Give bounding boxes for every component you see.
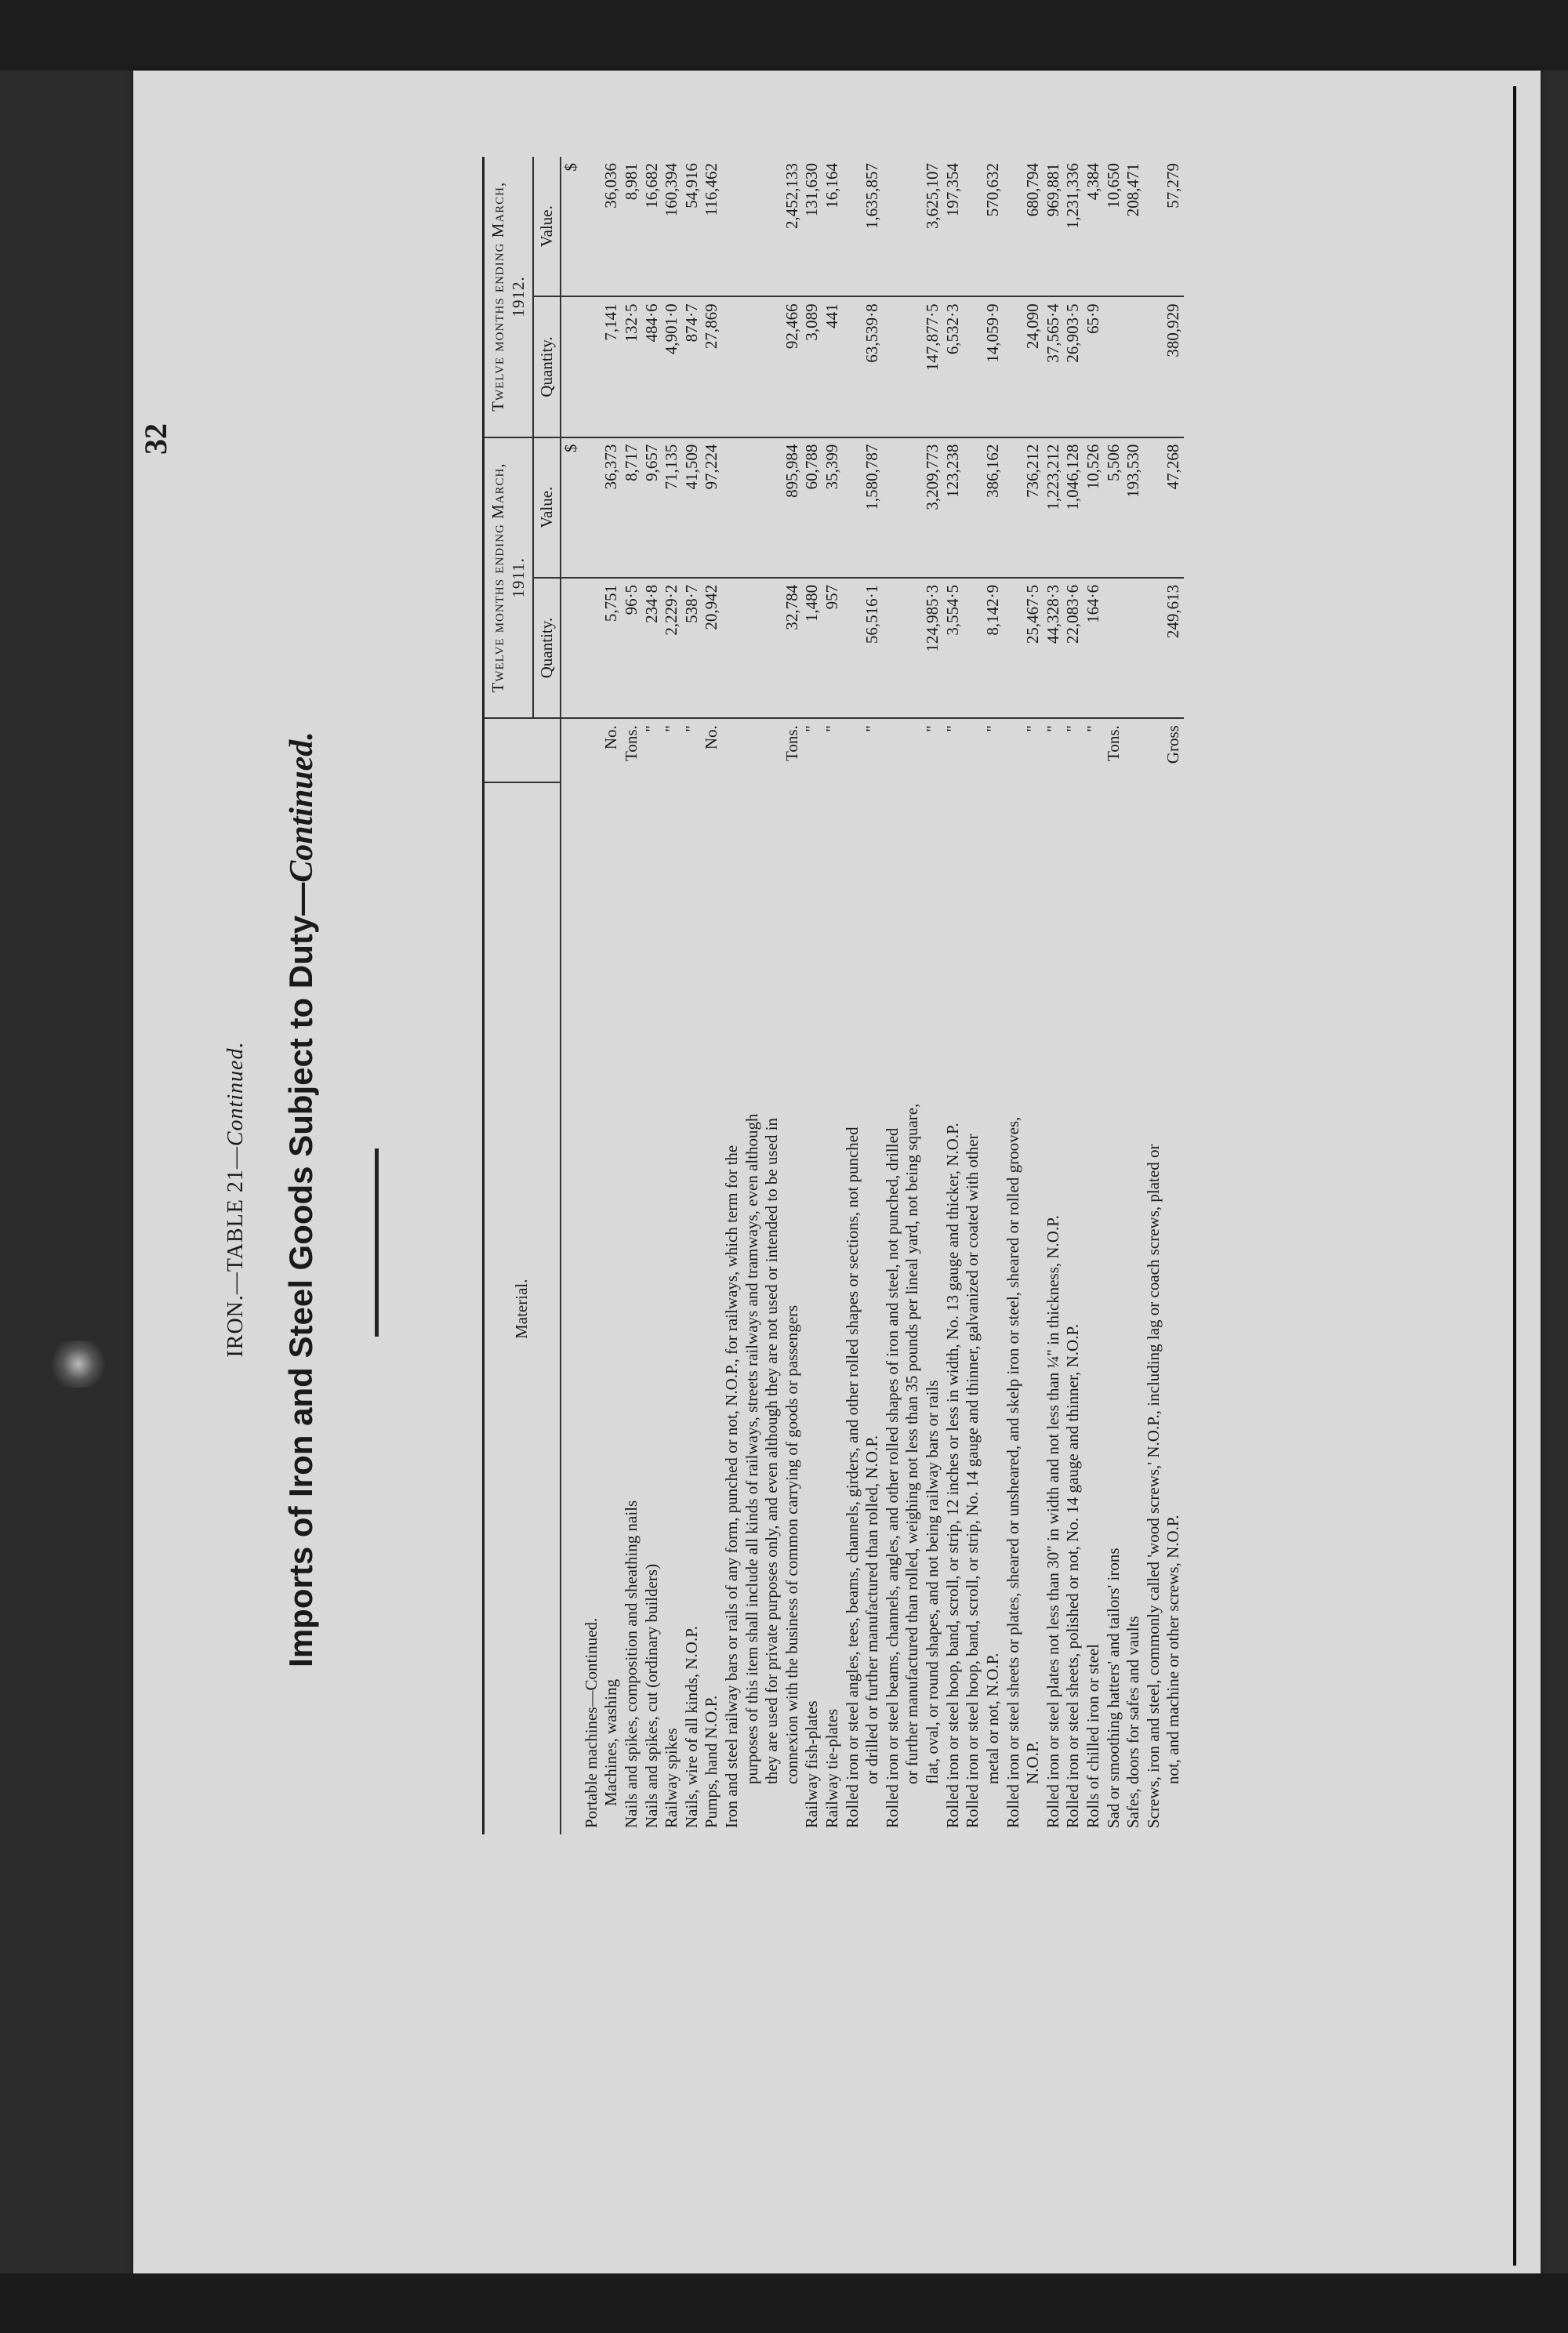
header-row-periods xyxy=(484,157,533,1834)
value-1911-cell: 5,506 xyxy=(1103,444,1123,481)
material-cell: purposes of this item shall include all kinds of railways, streets railways and tramways, even although xyxy=(742,1113,761,1784)
quantity-1911-cell: 20,942 xyxy=(702,584,721,630)
value-1912-cell: 969,881 xyxy=(1043,163,1062,217)
unit-cell: " xyxy=(942,725,962,732)
unit-cell: No. xyxy=(601,725,621,750)
scan-backdrop-top xyxy=(0,0,1568,71)
quantity-1912-cell: 380,929 xyxy=(1163,303,1183,357)
unit-header xyxy=(484,718,561,782)
quantity-1911-cell: 124,985·3 xyxy=(923,584,942,652)
material-cell: they are used for private purposes only, and even although they are not used or intended to be used in xyxy=(762,1117,782,1784)
value-1912-cell: 16,164 xyxy=(822,163,842,209)
material-cell: not, and machine or other screws, N.O.P. xyxy=(1163,1515,1183,1784)
unit-cell: " xyxy=(923,725,942,732)
material-cell: metal or not, N.O.P. xyxy=(982,1653,1002,1784)
unit-cell: " xyxy=(862,725,882,732)
value-1912-cell: 10,650 xyxy=(1103,163,1123,209)
table-row xyxy=(742,157,763,1834)
quantity-1911-cell: 538·7 xyxy=(681,584,701,623)
material-cell: Railway tie-plates xyxy=(822,1708,842,1828)
quantity-1911-cell: 32,784 xyxy=(782,584,801,630)
material-header: Material. xyxy=(484,782,561,1834)
value-1912-cell: 8,981 xyxy=(621,163,641,201)
value-1912-cell: 2,452,133 xyxy=(782,163,801,229)
value-1912-cell: 4,384 xyxy=(1083,163,1102,201)
quantity-1912-cell: 4,901·0 xyxy=(662,303,681,355)
material-cell: Rolled iron or steel angles, tees, beams, channels, girders, and other rolled shapes or sections, not punched xyxy=(842,1127,862,1828)
value-1912-cell: 197,354 xyxy=(942,163,962,217)
material-cell: Portable machines—Continued. xyxy=(581,1617,601,1828)
material-cell: connexion with the business of common carrying of goods or passengers xyxy=(782,1304,801,1784)
material-cell: N.O.P. xyxy=(1023,1740,1043,1784)
table-row xyxy=(943,157,964,1834)
value-1911-cell: 97,224 xyxy=(702,444,721,490)
currency-1912: $ xyxy=(561,157,582,296)
quantity-1911-cell: 164·6 xyxy=(1083,584,1102,623)
currency-1911: $ xyxy=(561,437,582,578)
page-number: 32 xyxy=(138,423,173,455)
quantity-1912-cell: 7,141 xyxy=(601,303,621,341)
value-1911-cell: 1,580,787 xyxy=(862,444,882,510)
quantity-1912-cell: 132·5 xyxy=(621,303,641,343)
value-1912-cell: 131,630 xyxy=(802,163,822,217)
table-row xyxy=(983,157,1004,1834)
material-cell: Rolled iron or steel plates not less than 30" in width and not less than ¼" in thickness, N.O.P. xyxy=(1043,1215,1062,1828)
table-row xyxy=(722,157,742,1834)
table-row xyxy=(1044,157,1064,1834)
value-1911-header: Value. xyxy=(533,437,561,578)
quantity-1912-cell: 26,903·5 xyxy=(1063,303,1083,363)
quantity-1912-cell: 24,090 xyxy=(1023,303,1043,350)
value-1912-cell: 3,625,107 xyxy=(923,163,942,229)
value-1911-cell: 3,209,773 xyxy=(923,444,942,510)
title-rule xyxy=(375,1148,379,1337)
quantity-1912-cell: 14,059·9 xyxy=(982,303,1002,363)
unit-cell: " xyxy=(1063,725,1083,732)
value-1911-cell: 9,657 xyxy=(641,444,661,481)
value-1911-cell: 8,717 xyxy=(621,444,641,481)
material-cell: Rolled iron or steel beams, channels, angles, and other rolled shapes of iron and steel, not punched, drilled xyxy=(882,1127,902,1828)
scan-backdrop-bottom xyxy=(0,2273,1568,2333)
title-continued: Continued. xyxy=(284,731,320,883)
table-row xyxy=(682,157,702,1834)
value-1911-cell: 123,238 xyxy=(942,444,962,498)
value-1911-cell: 736,212 xyxy=(1023,444,1043,498)
material-cell: Rolled iron or steel sheets or plates, sheared or unsheared, and skelp iron or steel, sheared or rolled grooves, xyxy=(1003,1116,1022,1828)
value-1911-cell: 386,162 xyxy=(982,444,1002,498)
material-cell: Sad or smoothing hatters' and tailors' irons xyxy=(1103,1547,1123,1828)
quantity-1911-cell: 5,751 xyxy=(601,584,621,622)
period-1911-header: Twelve months ending March, 1911. xyxy=(484,437,533,719)
quantity-1911-header: Quantity. xyxy=(533,578,561,718)
value-1912-cell: 680,794 xyxy=(1023,163,1043,217)
value-1911-cell: 193,530 xyxy=(1123,444,1143,498)
material-cell: or further manufactured than rolled, weighing not less than 35 pounds per lineal yard, not being square, xyxy=(902,1103,922,1784)
material-cell: Pumps, hand N.O.P. xyxy=(702,1695,721,1828)
caption-main: IRON.—TABLE 21— xyxy=(223,1146,248,1358)
quantity-1911-cell: 3,554·5 xyxy=(942,584,962,636)
quantity-1912-cell: 27,869 xyxy=(702,303,721,350)
material-cell: Nails, wire of all kinds, N.O.P. xyxy=(681,1626,701,1828)
unit-cell: No. xyxy=(702,725,721,750)
table-row xyxy=(1023,157,1044,1834)
table-row xyxy=(843,157,863,1834)
scan-blemish xyxy=(47,1341,110,1388)
table-row xyxy=(1004,157,1024,1834)
quantity-1911-cell: 234·8 xyxy=(641,584,661,623)
quantity-1911-cell: 96·5 xyxy=(621,584,641,615)
value-1912-cell: 1,635,857 xyxy=(862,163,882,229)
table-row xyxy=(802,157,822,1834)
unit-cell: " xyxy=(662,725,681,732)
unit-cell: " xyxy=(1043,725,1062,732)
value-1912-cell: 160,394 xyxy=(662,163,681,217)
quantity-1911-cell: 2,229·2 xyxy=(662,584,681,636)
material-cell: Rolled iron or steel hoop, band, scroll, or strip, No. 14 gauge and thinner, galvanized or coated with other xyxy=(963,1134,982,1828)
unit-cell: " xyxy=(681,725,701,732)
table-row xyxy=(862,157,883,1834)
table-row xyxy=(1144,157,1164,1834)
quantity-1912-cell: 874·7 xyxy=(681,303,701,343)
material-cell: Rolled iron or steel hoop, band, scroll, or strip, 12 inches or less in width, No. 13 gauge and thicker, N.O.P. xyxy=(942,1123,962,1828)
table-row xyxy=(963,157,983,1834)
material-cell: Screws, iron and steel, commonly called 'wood screws,' N.O.P., including lag or coach screws, plated or xyxy=(1143,1144,1163,1828)
page-title xyxy=(282,157,321,2242)
value-1911-cell: 71,135 xyxy=(662,444,681,490)
unit-cell: Tons. xyxy=(1103,725,1123,761)
material-cell: Machines, washing xyxy=(601,1678,621,1806)
quantity-1912-cell: 441 xyxy=(822,303,842,328)
material-cell: Rolled iron or steel sheets, polished or not, No. 14 gauge and thinner, N.O.P. xyxy=(1063,1323,1083,1828)
value-1912-cell: 54,916 xyxy=(681,163,701,209)
value-1912-header: Value. xyxy=(533,157,561,296)
quantity-1912-cell: 6,532·3 xyxy=(942,303,962,355)
quantity-1911-cell: 8,142·9 xyxy=(982,584,1002,636)
material-cell: Railway fish-plates xyxy=(802,1700,822,1828)
table-row xyxy=(1083,157,1104,1834)
caption-continued: Continued. xyxy=(223,1041,248,1147)
quantity-1912-cell: 3,089 xyxy=(802,303,822,341)
value-1912-cell: 570,632 xyxy=(982,163,1002,217)
material-cell: or drilled or further manufactured than rolled, N.O.P. xyxy=(862,1435,882,1784)
quantity-1911-cell: 249,613 xyxy=(1163,584,1183,639)
value-1912-cell: 116,462 xyxy=(702,163,721,216)
table-caption xyxy=(223,157,249,2242)
table-row xyxy=(601,157,622,1834)
unit-cell: " xyxy=(641,725,661,732)
period-1912-header: Twelve months ending March, 1912. xyxy=(484,157,533,437)
table-row xyxy=(1163,157,1184,1834)
table-row xyxy=(1063,157,1083,1834)
unit-cell: " xyxy=(1083,725,1102,732)
imports-table xyxy=(482,157,1184,1834)
value-1912-cell: 1,231,336 xyxy=(1063,163,1083,229)
quantity-1912-cell: 92,466 xyxy=(782,303,801,350)
quantity-1911-cell: 22,083·6 xyxy=(1063,584,1083,644)
value-1911-cell: 41,509 xyxy=(681,444,701,490)
material-cell: Rolls of chilled iron or steel xyxy=(1083,1643,1102,1828)
unit-cell: " xyxy=(802,725,822,732)
value-1912-cell: 16,682 xyxy=(641,163,661,209)
unit-cell: Gross xyxy=(1163,725,1183,764)
quantity-1911-cell: 25,467·5 xyxy=(1023,584,1043,644)
value-1912-cell: 57,279 xyxy=(1163,163,1183,209)
table-row xyxy=(662,157,682,1834)
quantity-1911-cell: 1,480 xyxy=(802,584,822,622)
table-row xyxy=(883,157,903,1834)
value-1911-cell: 895,984 xyxy=(782,444,801,498)
quantity-1912-cell: 37,565·4 xyxy=(1043,303,1062,363)
table-row xyxy=(822,157,843,1834)
table-row xyxy=(1123,157,1144,1834)
table-row xyxy=(923,157,943,1834)
quantity-1911-cell: 44,328·3 xyxy=(1043,584,1062,644)
value-1911-cell: 1,223,212 xyxy=(1043,444,1062,510)
quantity-1911-cell: 56,516·1 xyxy=(862,584,882,644)
value-1911-cell: 10,526 xyxy=(1083,444,1102,490)
value-1911-cell: 47,268 xyxy=(1163,444,1183,490)
table-row xyxy=(642,157,662,1834)
quantity-1912-cell: 63,539·8 xyxy=(862,303,882,363)
quantity-1912-header: Quantity. xyxy=(533,296,561,437)
material-cell: Railway spikes xyxy=(662,1728,681,1828)
material-cell: Nails and spikes, composition and sheathing nails xyxy=(621,1500,641,1828)
value-1911-cell: 1,046,128 xyxy=(1063,444,1083,510)
unit-cell: " xyxy=(982,725,1002,732)
material-cell: Nails and spikes, cut (ordinary builders) xyxy=(641,1563,661,1828)
quantity-1911-cell: 957 xyxy=(822,584,842,610)
unit-cell: " xyxy=(1023,725,1043,732)
currency-row xyxy=(561,157,582,1834)
table-row xyxy=(1104,157,1124,1834)
material-cell: flat, oval, or round shapes, and not being railway bars or rails xyxy=(923,1380,942,1784)
quantity-1912-cell: 147,877·5 xyxy=(923,303,942,372)
unit-cell: " xyxy=(822,725,842,732)
table-row xyxy=(582,157,602,1834)
table-row xyxy=(702,157,722,1834)
value-1912-cell: 36,036 xyxy=(601,163,621,209)
material-cell: Iron and steel railway bars or rails of any form, punched or not, N.O.P., for railways, which term for the xyxy=(721,1145,741,1828)
table-row xyxy=(762,157,782,1834)
quantity-1912-cell: 65·9 xyxy=(1083,303,1102,334)
table-body xyxy=(561,157,1184,1834)
material-cell: Safes, doors for safes and vaults xyxy=(1123,1616,1143,1828)
quantity-1912-cell: 484·6 xyxy=(641,303,661,343)
value-1912-cell: 208,471 xyxy=(1123,163,1143,217)
title-main: Imports of Iron and Steel Goods Subject to Duty— xyxy=(282,882,319,1667)
table-row xyxy=(782,157,803,1834)
table-row xyxy=(902,157,923,1834)
unit-cell: Tons. xyxy=(782,725,801,761)
rotated-content xyxy=(137,157,1548,2242)
table-row xyxy=(622,157,642,1834)
value-1911-cell: 35,399 xyxy=(822,444,842,490)
value-1911-cell: 60,788 xyxy=(802,444,822,490)
unit-cell: Tons. xyxy=(621,725,641,761)
value-1911-cell: 36,373 xyxy=(601,444,621,490)
